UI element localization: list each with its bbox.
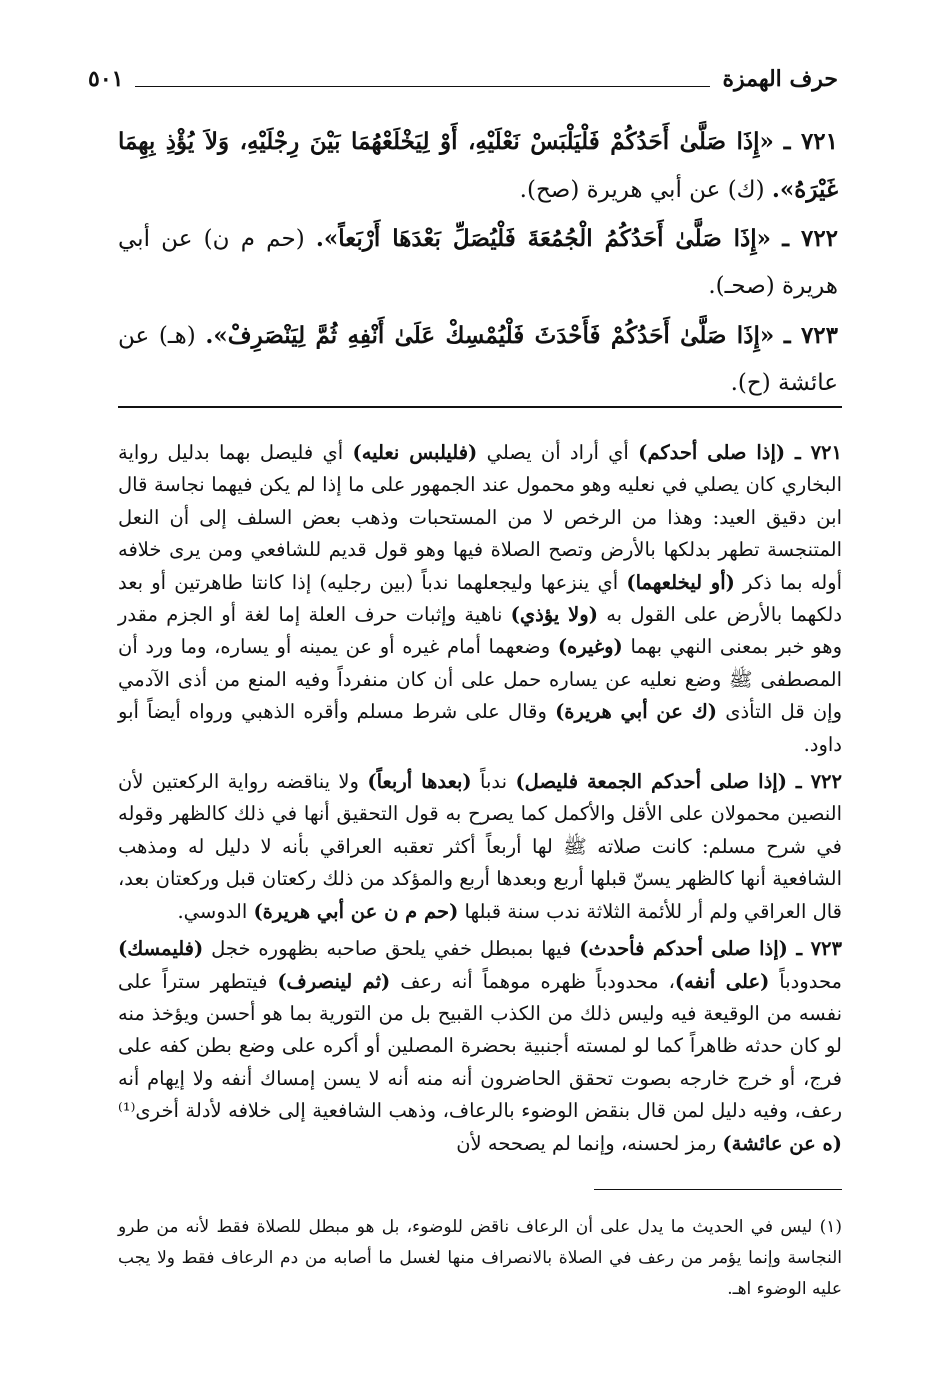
commentary-text: (بين رجليه) — [319, 570, 414, 594]
commentary-keyword: ٧٢٣ ـ — [787, 937, 842, 961]
hadith-source: (ك) عن أبي هريرة (صح). — [519, 177, 765, 203]
commentary-text: إذا كانتا طاهرتين أو بعد دلكهما بالأرض على القول به — [118, 570, 843, 627]
chapter-title: حرف الهمزة — [722, 66, 838, 92]
hadith-723 — [118, 312, 838, 407]
commentary-keyword: (إذا صلى أحدكم فأحدث) — [579, 937, 788, 961]
commentary-paragraph — [118, 766, 842, 928]
commentary-keyword: (فليمسك) — [118, 937, 204, 961]
commentary-text: وقال على شرط مسلم وأقره الذهبي ورواه أيضاً أبو داود. — [118, 700, 842, 756]
commentary-text: وضعهما أمام غيره أو عن يمينه أو يساره، وما ورد أن المصطفى ﷺ وضع نعليه عن يساره حمل على أن كان منفرداً وفيه المنع من أذى الآدمي وإن قل التأذى — [118, 635, 842, 724]
footnote-number: (١) — [819, 1217, 842, 1237]
commentary-paragraph — [118, 933, 842, 1160]
commentary-text: ندباً — [471, 770, 516, 794]
commentary-keyword: ٧٢٢ ـ — [786, 770, 842, 794]
commentary-text: فيتطهر ستراً على نفسه من الوقيعة فيه وليس ذلك من الكذب القبيح بل من التورية بما هو أحسن ويؤخذ منه لو كان حدثه ظاهراً كما لو لمسته أجنبية بحضرة المصلين أو أكره على وضع بطن كفه على فرج، أو خرج خارجه بصوت تحقق الحاضرون أنه منه أنه لا يسن إمساك أنفه ولا إيهام أنه رعف، وفيه دليل لمن قال بنقض الوضوء بالرعاف، وذهب الشافعية إلى خلافه لأدلة أخرى — [118, 969, 842, 1123]
commentary-keyword: (بعدها أربعاً) — [367, 770, 472, 794]
commentary-keyword: (وغيره) — [557, 635, 623, 659]
hadith-source: (هـ) عن عائشة (ح). — [118, 323, 838, 396]
commentary-paragraph — [118, 437, 842, 761]
header-rule — [135, 72, 710, 87]
footnote-text: ليس في الحديث ما يدل على أن الرعاف ناقض للوضوء، بل هو مبطل للصلاة فقط لأنه من طرو النجاسة وإنما يؤمر من رعف في الصلاة بالانصراف منها لغسل ما أصابه من دم الرعاف فقط ولا يجب عليه الوضوء اهـ. — [118, 1217, 842, 1299]
commentary-text: ⁽¹⁾ — [118, 1099, 136, 1123]
footnote-rule — [594, 1189, 842, 1190]
commentary-text: أي ينزعها وليجعلهما ندباً — [413, 570, 627, 594]
commentary-keyword: (ك عن أبي هريرة) — [555, 700, 718, 724]
commentary-keyword: ٧٢١ ـ — [785, 441, 842, 464]
commentary-text: ناهية وإثبات حرف العلة إما لغة أو الجزم مقدر وهو خبر بمعنى النهي بهما — [118, 603, 842, 659]
footnote — [118, 1212, 842, 1305]
hadith-721 — [118, 118, 838, 214]
hadith-source: (حم م ن) عن أبي هريرة (صحـ). — [118, 226, 838, 299]
hadith-number: ٧٢٢ ـ — [782, 225, 839, 252]
commentary-text: محدودباً — [769, 969, 842, 993]
commentary-text: فيها بمبطل خفي يلحق صاحبه بظهوره خجل — [203, 937, 580, 961]
commentary-keyword: (ثم لينصرف) — [277, 969, 391, 993]
commentary-section — [118, 437, 842, 1165]
commentary-text: أي فليصل بهما بدليل رواية البخاري كان يصلي في نعليه وهو محمول عند الجمهور على ما إذا لم يكن فيهما نجاسة قال ابن دقيق العيد: وهذا من الرخص لا من المستحبات وذهب بعض السلف إلى أن النعل المتنجسة تطهر بدلكها بالأرض وتصح الصلاة فيها وهو قول قديم للشافعي ومن يرى خلافه أوله بما ذكر — [118, 441, 842, 594]
commentary-keyword: (أو ليخلعهما) — [626, 570, 735, 594]
page-number: ٥٠١ — [88, 66, 124, 92]
commentary-text: ، محدودباً ظهره موهماً أنه رعف — [390, 969, 675, 993]
hadith-722 — [118, 215, 838, 310]
hadith-number: ٧٢١ ـ — [783, 128, 838, 155]
hadith-text: «إِذَا صَلَّىٰ أَحَدُكُمُ الْجُمُعَةَ فَلْيُصَلِّ بَعْدَهَا أَرْبَعاً». — [315, 225, 772, 252]
section-divider — [118, 406, 842, 408]
commentary-keyword: (على أنفه) — [674, 969, 770, 993]
commentary-keyword: (إذا صلى أحدكم) — [638, 441, 786, 464]
hadith-text: «إِذَا صَلَّىٰ أَحَدُكُمْ فَلْيَلْبَسْ نَعْلَيْهِ، أَوْ لِيَخْلَعْهُمَا بَيْنَ رِجْلَيْهِ، وَلاَ يُؤْذِ بِهِمَا غَيْرَهُ». — [118, 128, 838, 203]
page-header — [88, 62, 838, 96]
hadith-number: ٧٢٣ ـ — [783, 322, 839, 349]
commentary-keyword: (فليلبس نعليه) — [352, 441, 478, 464]
commentary-keyword: (ولا يؤذي) — [510, 603, 598, 627]
commentary-keyword: (ه عن عائشة) — [722, 1131, 842, 1155]
commentary-keyword: (حم م ن عن أبي هريرة) — [253, 899, 459, 923]
commentary-text: الدوسي. — [177, 899, 254, 923]
commentary-text: أي أراد أن يصلي — [477, 441, 639, 464]
commentary-text: ولا يناقضه رواية الركعتين لأن النصين محمولان على الأقل والأكمل كما يصرح به قول التحقيق أنها في ذلك كالظهر وقوله في شرح مسلم: كانت صلاته ﷺ لها أربعاً أكثر تعقبه العراقي بأنه لا دليل له ومذهب الشافعية أنها كالظهر يسنّ قبلها أربع وبعدها أربع والمؤكد من ذلك ركعتان قبل وركعتان بعد، قال العراقي ولم أر للأئمة الثلاثة ندب سنة قبلها — [118, 770, 842, 923]
hadith-text: «إِذَا صَلَّىٰ أَحَدُكُمْ فَأَحْدَثَ فَلْيُمْسِكْ عَلَىٰ أَنْفِهِ ثُمَّ لِيَنْصَرِفْ». — [205, 322, 775, 349]
commentary-text: رمز لحسنه، وإنما لم يصححه لأن — [456, 1131, 723, 1155]
commentary-keyword: (إذا صلى أحدكم الجمعة فليصل) — [515, 770, 787, 794]
